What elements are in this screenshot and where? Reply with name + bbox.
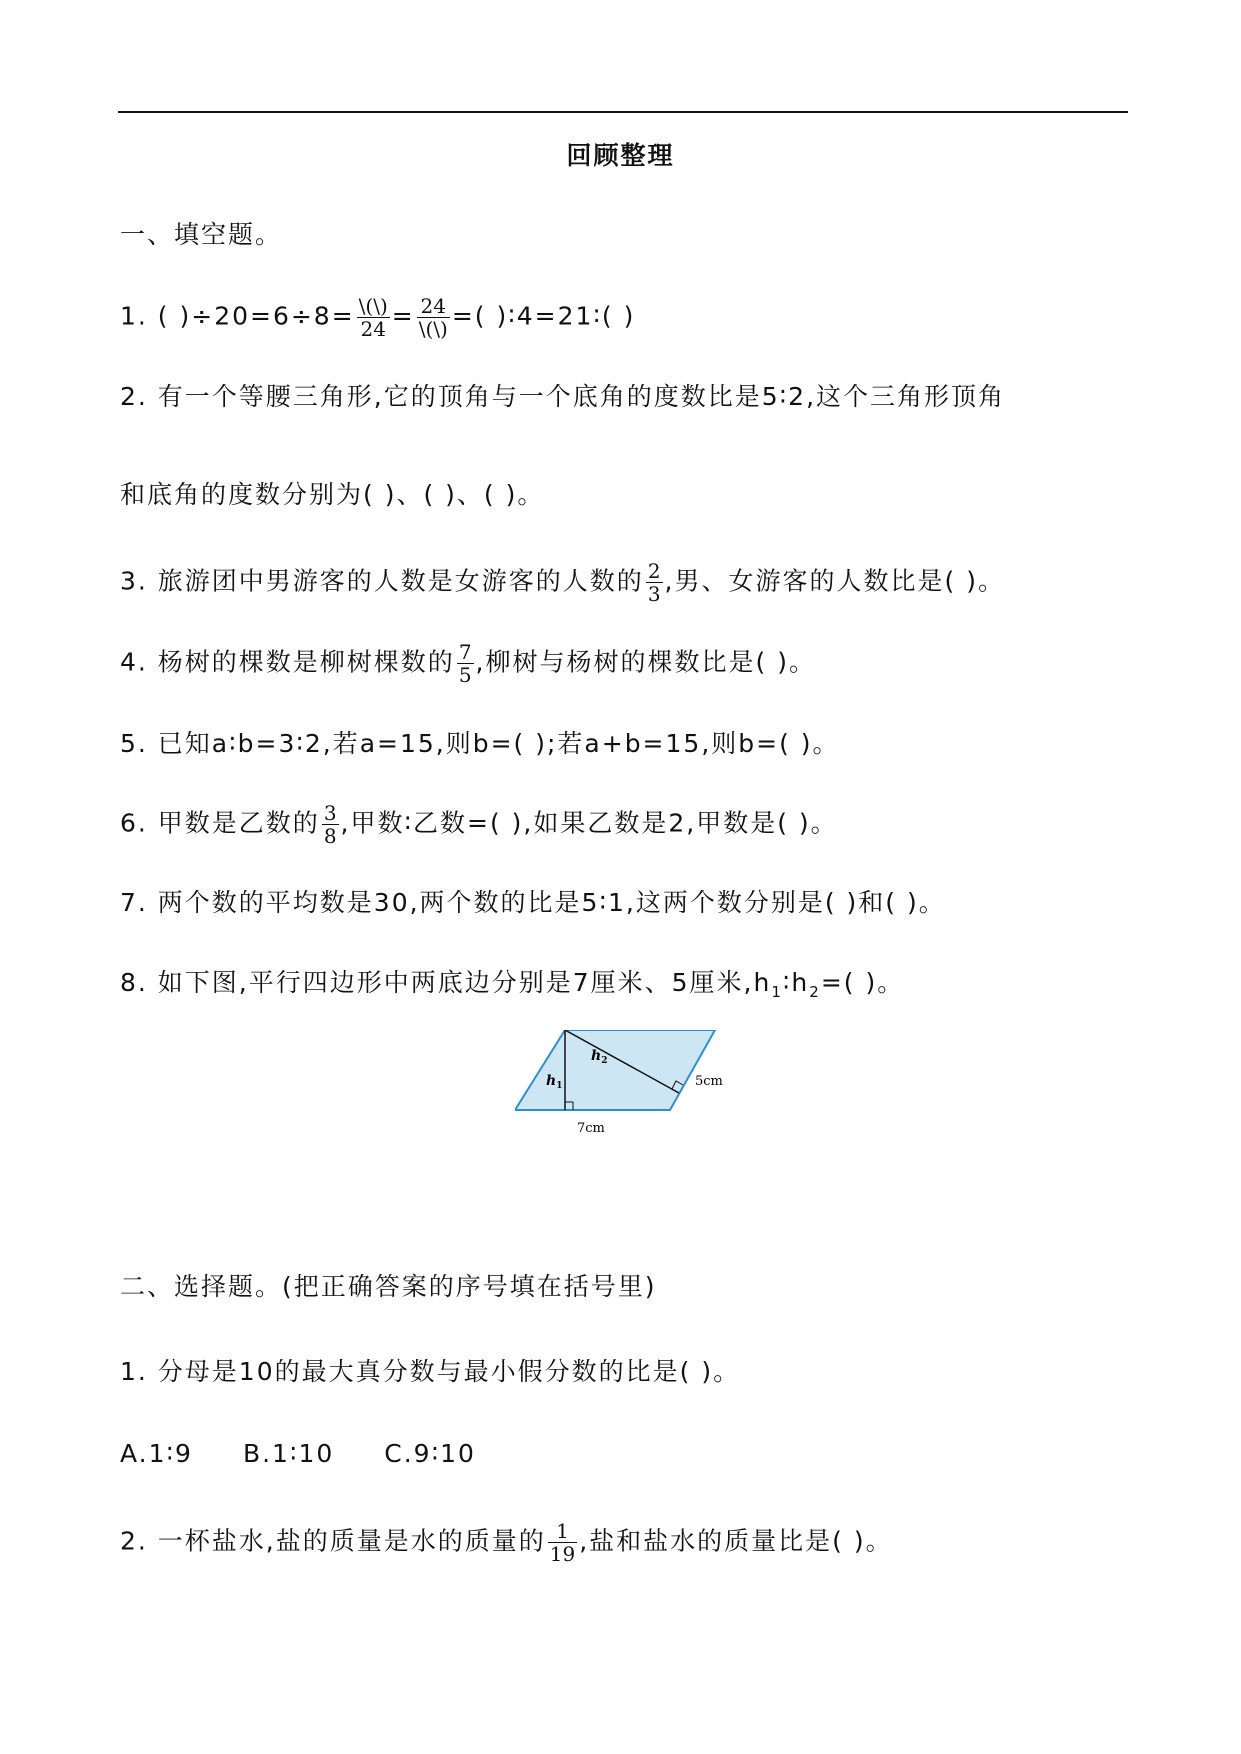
q3-text-a: 3. 旅游团中男游客的人数是女游客的人数的 [120, 566, 644, 596]
question-1-3 [120, 560, 1005, 605]
option-a: A.1∶9 [120, 1439, 193, 1468]
question-1-4 [120, 641, 816, 686]
question-1-5: 5. 已知a∶b=3∶2,若a=15,则b=( );若a+b=15,则b=( )。 [120, 729, 840, 758]
question-1-2-line2: 和底角的度数分别为( )、( )、( )。 [120, 480, 545, 509]
q3-denominator: 3 [647, 582, 661, 606]
q1-text-a: 1. ( )÷20=6÷8= [120, 301, 355, 331]
q4-denominator: 5 [458, 663, 472, 687]
q6-fraction [322, 802, 339, 847]
q1-fraction-1 [357, 295, 390, 340]
h1-label: $h_1$ [546, 1073, 563, 1091]
question-1-6 [120, 802, 838, 847]
q4-text-b: ,柳树与杨树的棵数比是( )。 [475, 647, 816, 677]
option-b: B.1∶10 [242, 1439, 335, 1468]
question-2-1-options [120, 1437, 476, 1471]
question-1-2-line1: 2. 有一个等腰三角形,它的顶角与一个底角的度数比是5∶2,这个三角形顶角 [120, 382, 1006, 411]
q8-text-a: 8. 如下图,平行四边形中两底边分别是7厘米、5厘米,h [120, 968, 772, 997]
q3-text-b: ,男、女游客的人数比是( )。 [664, 566, 1005, 596]
q8-sub-2: 2 [809, 983, 821, 1001]
q1-fraction-2 [417, 295, 450, 340]
section1-heading: 一、填空题。 [120, 220, 283, 249]
q2-2-text-a: 2. 一杯盐水,盐的质量是水的质量的 [120, 1526, 546, 1556]
q1-equals: = [391, 301, 415, 331]
side-label: 5cm [695, 1074, 723, 1089]
q1-f2-numerator: 24 [417, 295, 450, 318]
q2-2-numerator: 1 [548, 1520, 577, 1543]
q2-2-denominator: 19 [549, 1542, 576, 1566]
q1-f1-numerator: \(\) [358, 294, 388, 318]
q8-sub-1: 1 [771, 983, 783, 1001]
q4-fraction [457, 641, 474, 686]
q3-numerator: 2 [647, 559, 661, 583]
q2-2-text-b: ,盐和盐水的质量比是( )。 [579, 1526, 893, 1556]
question-2-1: 1. 分母是10的最大真分数与最小假分数的比是( )。 [120, 1357, 741, 1386]
q6-text-b: ,甲数∶乙数=( ),如果乙数是2,甲数是( )。 [340, 808, 838, 838]
q6-text-a: 6. 甲数是乙数的 [120, 808, 320, 838]
q1-f1-denominator: 24 [360, 317, 386, 341]
q8-text-b: ∶h [782, 968, 810, 997]
q1-text-b: =( )∶4=21∶( ) [451, 301, 636, 331]
q4-numerator: 7 [458, 640, 472, 664]
header-rule [118, 111, 1128, 113]
question-2-2 [120, 1520, 893, 1565]
parallelogram-shape [515, 1030, 715, 1110]
q1-f2-denominator: \(\) [418, 317, 448, 341]
q4-text-a: 4. 杨树的棵数是柳树棵数的 [120, 647, 455, 677]
question-1-8 [120, 966, 904, 1009]
question-1-1 [120, 295, 635, 340]
parallelogram-figure [515, 1030, 735, 1140]
base-label: 7cm [577, 1121, 605, 1136]
page-title: 回顾整理 [566, 141, 675, 170]
q3-fraction [646, 560, 663, 605]
q6-denominator: 8 [323, 824, 337, 848]
option-c: C.9∶10 [384, 1439, 476, 1468]
h2-label: $h_2$ [591, 1048, 608, 1066]
question-1-7: 7. 两个数的平均数是30,两个数的比是5∶1,这两个数分别是( )和( )。 [120, 888, 946, 917]
section2-heading: 二、选择题。(把正确答案的序号填在括号里) [120, 1272, 657, 1301]
q6-numerator: 3 [323, 801, 337, 825]
q8-text-c: =( )。 [820, 968, 905, 997]
q2-2-fraction [548, 1520, 577, 1565]
